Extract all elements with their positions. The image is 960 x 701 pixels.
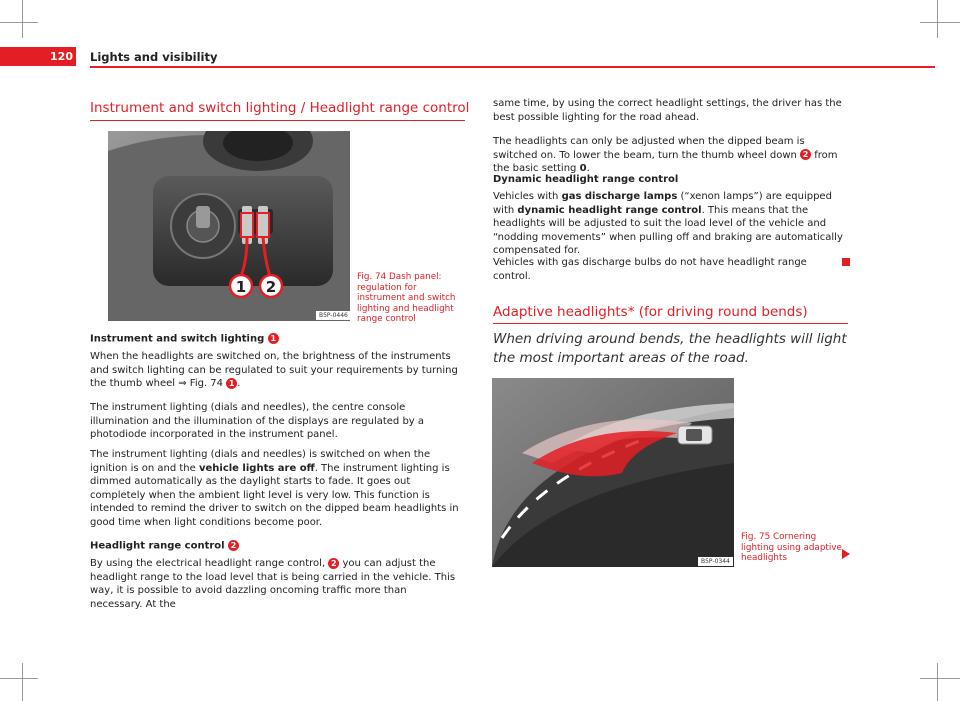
paragraph-text: The headlights can only be adjusted when the dipped beam is switched on. To lower the beam, turn the thumb wheel down <box>493 136 805 161</box>
bold-text: vehicle lights are off <box>198 462 315 474</box>
callout-badge-2: 2 <box>800 149 811 160</box>
paragraph-text: Vehicles with <box>493 191 559 202</box>
callout-badge-1: 1 <box>226 378 237 389</box>
callout-badge-2: 2 <box>228 540 239 551</box>
figure-callout-2: 2 <box>265 278 277 296</box>
paragraph-text: The instrument lighting (dials and needles) is switched on when the ignition is on and the <box>90 449 431 474</box>
paragraph-text: . The instrument lighting is dimmed automatically as the daylight starts to fade. It goes out completely when the ambient light level is very low. This function is intended to remind the driver to switch on the dipped beam headlights in good time when light conditions become poor. <box>90 462 459 528</box>
paragraph-text: you can adjust the headlight range to the load level that is being carried in the vehicle. This way, it is possible to avoid dazzling oncoming traffic more than necessary. At the <box>90 558 456 610</box>
callout-badge-2: 2 <box>328 558 339 569</box>
running-header: Lights and visibility <box>90 50 218 64</box>
bold-text: dynamic headlight range control <box>517 204 702 216</box>
callout-badge-1: 1 <box>268 333 279 344</box>
crop-mark <box>920 678 960 679</box>
page-number: 120 <box>0 47 76 66</box>
paragraph-text: (“xenon lamps”) are equipped with <box>493 191 832 216</box>
paragraph-text: By using the electrical headlight range control, <box>90 558 326 569</box>
figure-callout-1: 1 <box>235 278 247 296</box>
paragraph <box>90 448 462 529</box>
subheading-text: Headlight range control <box>90 540 225 552</box>
crop-mark <box>22 0 23 38</box>
paragraph: Vehicles with gas discharge bulbs do not have headlight range control. <box>493 257 807 282</box>
paragraph-text: from the basic setting <box>493 149 838 174</box>
section-heading: Adaptive headlights* (for driving round bends) <box>493 304 808 320</box>
crop-mark <box>0 22 38 23</box>
section-heading: Instrument and switch lighting / Headlight range control <box>90 100 470 116</box>
lead-text: When driving around bends, the headlights will light the most important areas of the road. <box>493 331 847 366</box>
bold-text: gas discharge lamps <box>561 191 678 202</box>
cornering-light-figure <box>492 378 734 567</box>
crop-mark <box>937 663 938 701</box>
heading-rule <box>493 323 848 324</box>
paragraph-text: When the headlights are switched on, the brightness of the instruments and switch lighting can be regulated to suit your requirements by turning the thumb wheel ⇒ Fig. 74 <box>90 351 458 389</box>
paragraph <box>493 190 848 258</box>
figure-code: B5P-0344 <box>698 557 733 566</box>
bold-text: 0 <box>579 163 587 174</box>
figure-code: B5P-0446 <box>316 311 351 320</box>
section-end-marker <box>842 258 850 266</box>
crop-mark <box>920 22 960 23</box>
dash-panel-figure <box>108 131 350 321</box>
continue-arrow-icon <box>842 549 850 559</box>
figure-caption: Fig. 75 Cornering lighting using adaptive headlights <box>741 532 842 563</box>
crop-mark <box>0 678 38 679</box>
subheading-text: Instrument and switch lighting <box>90 333 265 345</box>
paragraph-text: . This means that the headlights will be adjusted to suit the load level of the vehicle and “nodding movements” when pulling off and braking are automatically compensated for. <box>493 204 843 256</box>
paragraph: same time, by using the correct headlight settings, the driver has the best possible lighting for the road ahead. <box>493 98 842 123</box>
paragraph: The headlights can only be adjusted when the dipped beam is switched on. To lower the beam, turn the thumb wheel down 2 from the basic setting 0. <box>493 136 838 174</box>
subheading-dynamic-range: Dynamic headlight range control <box>493 174 679 185</box>
subheading-instrument-lighting <box>90 333 279 345</box>
paragraph: The instrument lighting (dials and needles), the centre console illumination and the illumination of the displays are regulated by a photodiode incorporated in the instrument panel. <box>90 402 425 440</box>
crop-mark <box>937 0 938 38</box>
paragraph: When the headlights are switched on, the brightness of the instruments and switch lighting can be regulated to suit your requirements by turning the thumb wheel ⇒ Fig. 74 1 . <box>90 351 458 389</box>
paragraph <box>90 557 462 611</box>
heading-rule <box>90 120 465 121</box>
subheading-headlight-range <box>90 540 239 552</box>
figure-caption: Fig. 74 Dash panel: regulation for instrument and switch lighting and headlight range control <box>357 272 456 324</box>
header-rule <box>90 66 935 68</box>
crop-mark <box>22 663 23 701</box>
